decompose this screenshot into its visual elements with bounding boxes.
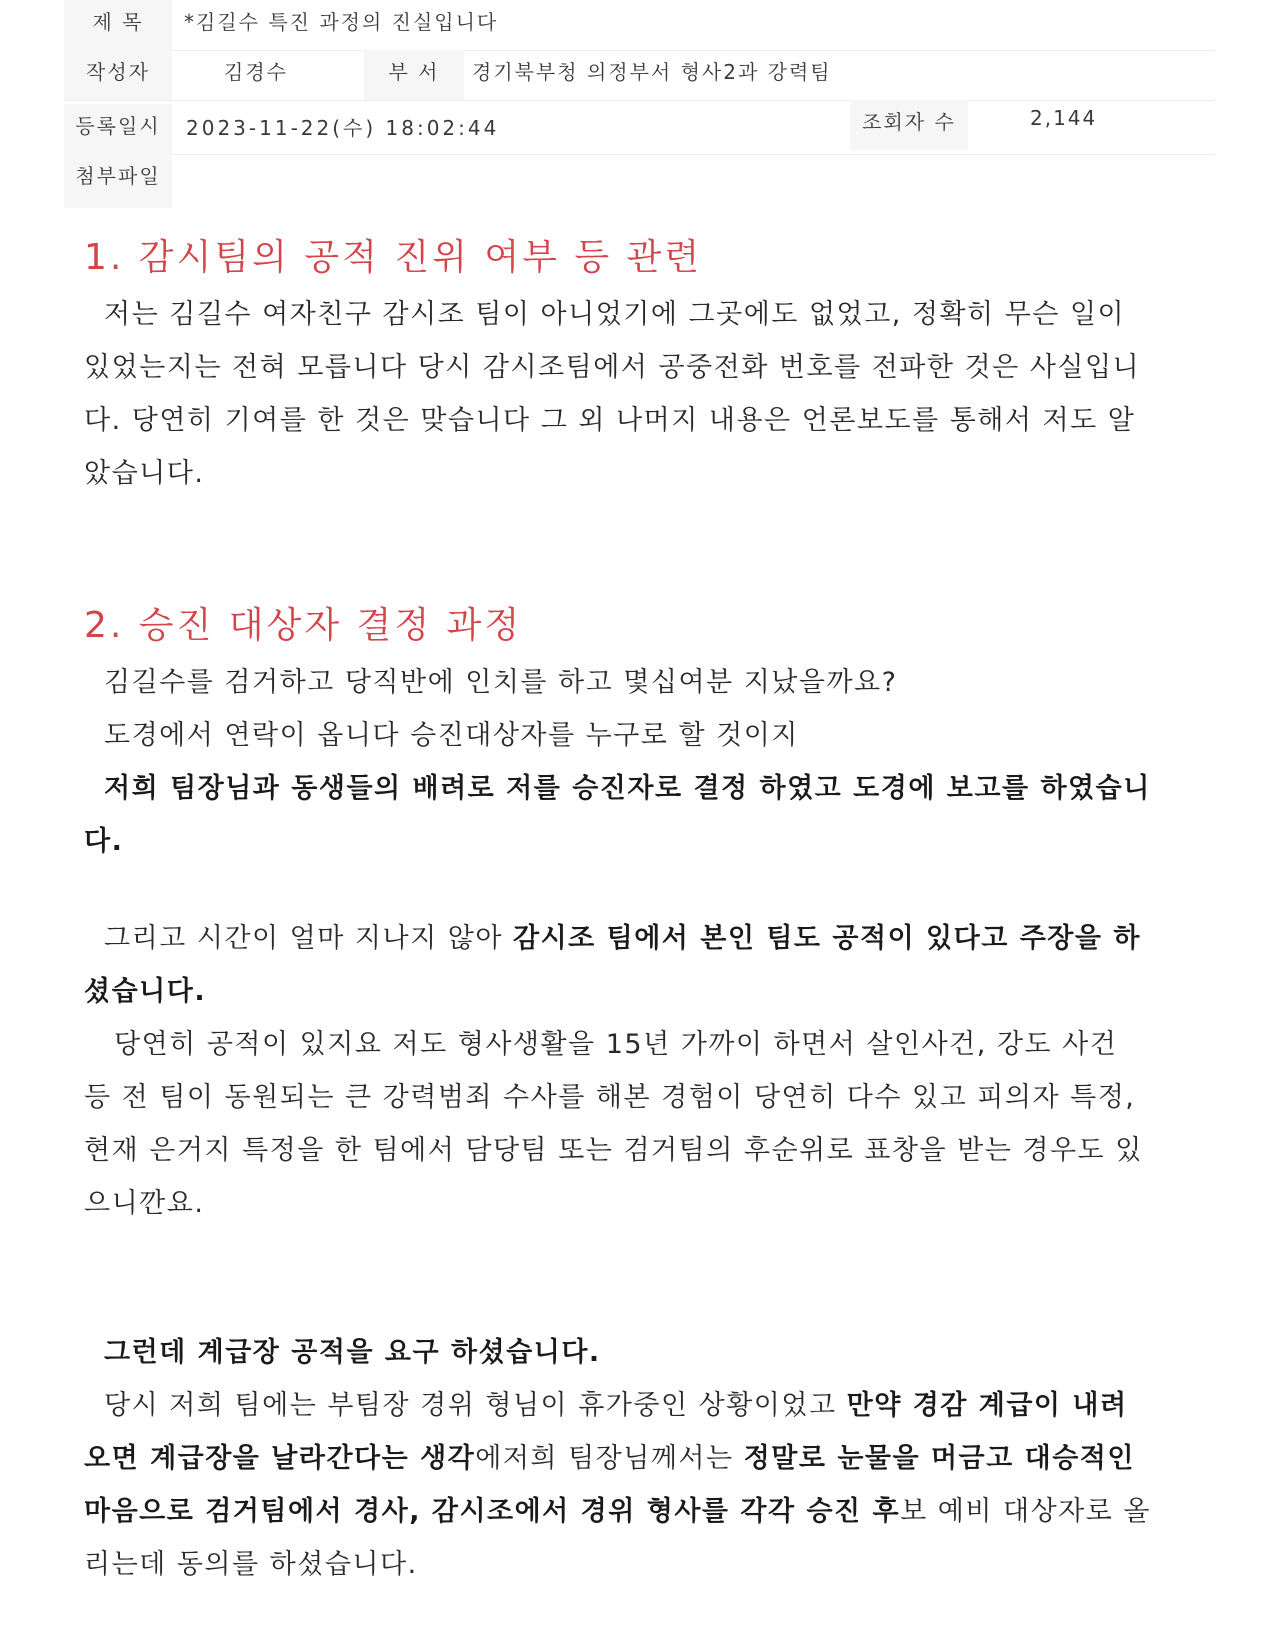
bold-text: 그런데 계급장 공적을 요구 하셨습니다. [104,1337,601,1368]
section2-para-7-line-3 [84,1485,1204,1538]
section2-heading: 2. 승진 대상자 결정 과정 [84,605,523,646]
plain-text: 당시 저희 팀에는 부팀장 경위 형님이 휴가중인 상황이었고 [104,1390,847,1421]
section2-para-3-line-1 [84,762,1204,815]
views-value: 2,144 [1030,106,1098,130]
section2-para-1: 김길수를 검거하고 당직반에 인치를 하고 몇십여분 지났을까요? [104,667,898,698]
bold-text: 감시조 팀에서 본인 팀도 공적이 있다고 주장을 하 [512,923,1141,954]
section2-para-4-line-2 [84,965,1204,1018]
author-label: 작성자 [64,50,172,100]
spacer [84,500,1204,596]
bold-text: 오면 계급장을 날라간다는 생각 [84,1443,476,1474]
section2-para-7-line-4: 리는데 동의를 하셨습니다. [84,1549,418,1580]
section2-para-2: 도경에서 연락이 옵니다 승진대상자를 누구로 할 것이지 [104,720,799,751]
attach-label: 첨부파일 [64,154,172,208]
section2-para-6 [84,1326,1204,1379]
bold-text: 저희 팀장님과 동생들의 배려로 저를 승진자로 결정 하였고 도경에 보고를 하였습니 [104,773,1151,804]
bold-text: 셨습니다. [84,976,207,1007]
bold-text: 만약 경감 계급이 내려 [846,1390,1128,1421]
bold-text: 다. [84,826,124,857]
post-title: *김길수 특진 과정의 진실입니다 [184,10,499,34]
date-value: 2023-11-22(수) 18:02:44 [186,116,500,140]
section1-line-4: 았습니다. [84,458,205,489]
spacer [84,868,1204,912]
section2-para-7-line-1 [84,1379,1204,1432]
section2-para-5-line-3: 현재 은거지 특정을 한 팀에서 담당팀 또는 검거팀의 후순위로 표창을 받는 경우도 있 [84,1135,1143,1166]
section2-para-5-line-1: 당연히 공적이 있지요 저도 형사생활을 15년 가까이 하면서 살인사건, 강도 사건 [114,1029,1118,1060]
plain-text: 에저희 팀장님께서는 [475,1443,744,1474]
plain-text: 보 예비 대상자로 올 [900,1496,1151,1527]
date-label: 등록일시 [64,104,172,154]
bold-text: 정말로 눈물을 머금고 대승적인 [743,1443,1135,1474]
meta-row-title [64,0,1214,51]
section2-para-3-line-2 [84,815,1204,868]
views-label: 조회자 수 [850,100,968,150]
post-body [84,228,1204,1591]
section2-para-5-line-4: 으니깐요. [84,1188,205,1219]
dept-label: 부 서 [364,50,464,100]
section1-line-2: 있었는지는 전혀 모릅니다 당시 감시조팀에서 공중전화 번호를 전파한 것은 사실입니 [84,352,1141,383]
section2-para-4-line-1 [84,912,1204,965]
section2-para-5-line-2: 등 전 팀이 동원되는 큰 강력범죄 수사를 해본 경험이 당연히 다수 있고 피의자 특정, [84,1082,1136,1113]
post-meta-table [64,0,1214,212]
author-value: 김경수 [224,60,288,84]
section1-line-1: 저는 김길수 여자친구 감시조 팀이 아니었기에 그곳에도 없었고, 정확히 무슨 일이 [104,299,1126,330]
meta-row-author [64,50,1214,101]
meta-row-date [64,100,1214,155]
spacer [84,1230,1204,1326]
plain-text: 그리고 시간이 얼마 지나지 않아 [104,923,513,954]
bold-text: 마음으로 검거팀에서 경사, 감시조에서 경위 형사를 각각 승진 후 [84,1496,901,1527]
title-label: 제 목 [64,0,172,50]
dept-value: 경기북부청 의정부서 형사2과 강력팀 [472,60,832,84]
section1-line-3: 다. 당연히 기여를 한 것은 맞습니다 그 외 나머지 내용은 언론보도를 통해서 저도 알 [84,405,1136,436]
section1-heading: 1. 감시팀의 공적 진위 여부 등 관련 [84,237,703,278]
meta-row-attach [64,154,1214,208]
section2-para-7-line-2 [84,1432,1204,1485]
